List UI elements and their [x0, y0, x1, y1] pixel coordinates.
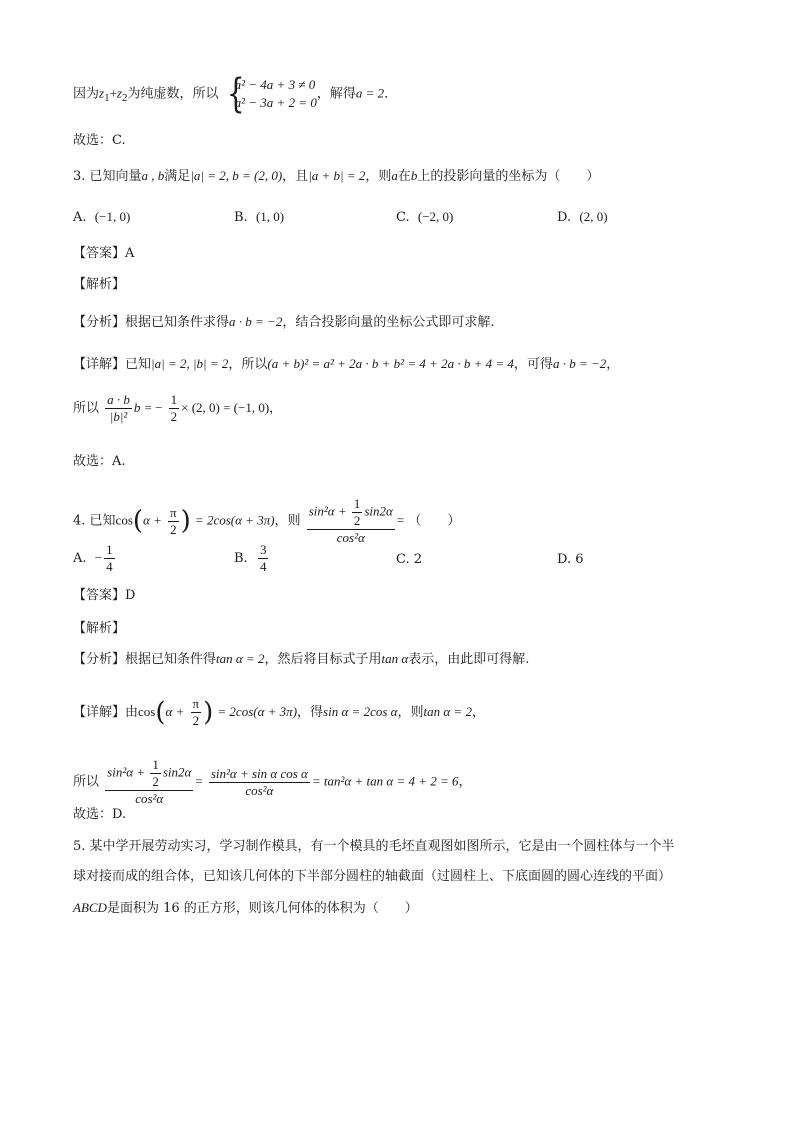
math-result: a = 2	[355, 85, 385, 101]
math: tan α = 2	[423, 704, 472, 719]
math-vectors: a , b	[141, 168, 165, 183]
math-condition-1: |a| = 2, b = (2, 0)	[190, 168, 283, 183]
math-cos: cos	[115, 512, 133, 528]
pi-over-2	[191, 696, 202, 729]
numerator: sin²α + sin α cos α	[210, 765, 308, 781]
text: ，解得	[316, 86, 356, 102]
denominator: 2	[353, 513, 361, 528]
option-value: (−2, 0)	[417, 209, 454, 224]
question-5-line-2: 球对接而成的组合体，已知该几何体的下半部分圆柱的轴截面（过圆柱上、下底面圆的圆心连线的平面）	[73, 869, 672, 884]
option-label: A.	[73, 210, 87, 225]
analysis-4	[73, 650, 529, 669]
question-4-stem	[73, 496, 460, 546]
denominator: cos²α	[135, 791, 164, 806]
option-value: (2, 0)	[579, 209, 608, 224]
option-value: (1, 0)	[255, 209, 285, 224]
tag: 【详解】	[73, 705, 126, 720]
subscript: 1	[104, 92, 110, 105]
option-c	[396, 208, 453, 227]
text: 满足	[164, 169, 191, 184]
option-fraction	[104, 542, 115, 575]
option-d	[557, 208, 608, 227]
question-3-stem	[73, 167, 599, 186]
text: ，然后将目标式子用	[264, 652, 382, 667]
detail-4-line-2	[73, 757, 472, 807]
tag: 【分析】	[73, 315, 126, 330]
option-a	[73, 208, 130, 227]
text: 所以	[73, 774, 100, 790]
text: 4. 已知	[73, 513, 116, 529]
text: 是面积为 16 的正方形，则该几何体的体积为（ ）	[106, 901, 418, 916]
math: α +	[143, 512, 162, 528]
math-z1: z	[99, 85, 105, 101]
numerator: a · b	[107, 392, 130, 407]
numerator: 1	[353, 496, 361, 511]
option-b	[234, 542, 270, 575]
text: 所以	[73, 401, 100, 416]
math-cos: cos	[138, 704, 156, 719]
math: = −	[144, 400, 163, 415]
equation-row-2: a² − 3a + 2 = 0	[234, 95, 317, 110]
detail-4-line-1	[73, 696, 485, 729]
math: sin²α +	[107, 764, 146, 780]
target-fraction	[307, 496, 395, 546]
detail-3-line-1	[73, 355, 619, 374]
second-fraction	[209, 766, 310, 799]
text: 在	[397, 169, 411, 184]
option-label: A.	[73, 551, 87, 566]
denominator: 4	[106, 559, 113, 574]
tag: 【详解】	[73, 357, 126, 372]
numerator: π	[192, 696, 200, 711]
half	[352, 496, 363, 529]
choose-c: 故选：C.	[73, 133, 126, 148]
subscript: 2	[121, 92, 128, 105]
text: ，	[458, 774, 472, 790]
option-c: C. 2	[396, 552, 423, 567]
math-plus: +	[109, 85, 117, 101]
text: ，则	[274, 513, 301, 529]
analysis-heading-4: 【解析】	[73, 621, 126, 636]
projection-fraction	[105, 392, 132, 425]
numerator	[105, 757, 193, 791]
math: a · b = −2	[552, 356, 607, 371]
numerator: 1	[152, 757, 159, 772]
math: tan α = 2	[216, 651, 265, 666]
math: =	[396, 512, 405, 528]
half	[150, 757, 161, 790]
text: 根据已知条件求得	[125, 315, 230, 330]
text: ，	[471, 705, 485, 720]
math: sin2α	[364, 503, 393, 519]
text: 为纯虚数，所以	[127, 86, 219, 102]
pi-over-2	[168, 505, 179, 538]
math-z2: z	[116, 85, 122, 101]
option-d: D. 6	[557, 552, 584, 567]
tag: 【分析】	[73, 652, 126, 667]
answer-4: 【答案】D	[73, 588, 136, 603]
text: 因为	[73, 86, 100, 102]
analysis-heading-3: 【解析】	[73, 277, 126, 292]
denominator: 2	[170, 409, 178, 424]
paren-left: (	[132, 506, 144, 536]
denominator: 2	[170, 521, 177, 537]
analysis-3	[73, 313, 494, 332]
math-b: b	[133, 400, 141, 415]
option-label: C.	[396, 210, 410, 225]
text: ，得	[297, 705, 324, 720]
math: = 2cos(α + 3π)	[194, 512, 275, 528]
math: sin2α	[162, 764, 192, 780]
text: ，则	[397, 705, 424, 720]
math: × (2, 0) = (−1, 0)	[181, 400, 270, 415]
text: 3. 已知向量	[73, 169, 142, 184]
denominator: 2	[192, 713, 200, 728]
half-fraction	[169, 392, 180, 425]
option-value: (−1, 0)	[94, 209, 131, 224]
text: ，则	[365, 169, 392, 184]
math-abcd: ABCD	[73, 900, 107, 915]
left-brace: {	[226, 71, 245, 117]
text: ．	[384, 86, 398, 102]
text: ，结合投影向量的坐标公式即可求解.	[282, 315, 495, 330]
option-b	[234, 208, 284, 227]
math-b: b	[410, 168, 418, 183]
math: sin²α +	[308, 503, 347, 519]
equation-row-1: a² − 4a + 3 ≠ 0	[234, 77, 316, 92]
math: |a| = 2, |b| = 2	[151, 356, 229, 371]
text: （ ）	[408, 513, 461, 529]
paren-right: )	[203, 697, 214, 728]
text: 由	[125, 705, 139, 720]
math: = 2cos(α + 3π)	[217, 704, 298, 719]
text: 已知	[125, 357, 152, 372]
math: −	[94, 550, 103, 565]
detail-3-line-2	[73, 392, 282, 425]
target-fraction	[105, 757, 193, 807]
text: 表示，由此即可得解.	[408, 652, 530, 667]
text: 上的投影向量的坐标为（ ）	[417, 169, 600, 184]
text: ，	[606, 357, 620, 372]
numerator: 1	[170, 392, 178, 407]
option-a	[73, 542, 117, 575]
option-label: B.	[234, 210, 248, 225]
question-5-line-3	[73, 899, 418, 918]
math: α +	[165, 704, 185, 719]
math: =	[195, 773, 203, 789]
denominator: 2	[152, 774, 159, 789]
equation-system	[223, 71, 317, 117]
text: ，且	[282, 169, 309, 184]
math: tan α	[381, 651, 409, 666]
numerator: 1	[106, 542, 113, 557]
text: ，可得	[513, 357, 553, 372]
text: ，	[269, 401, 283, 416]
numerator: 3	[259, 542, 267, 557]
math: = tan²α + tan α = 4 + 2 = 6	[311, 773, 459, 789]
text: 根据已知条件得	[125, 652, 217, 667]
denominator: |b|²	[109, 409, 128, 424]
numerator: π	[170, 504, 177, 520]
answer-3: 【答案】A	[73, 246, 135, 261]
denominator: cos²α	[245, 782, 274, 798]
denominator: cos²α	[336, 530, 365, 545]
text: ，所以	[228, 357, 268, 372]
choose-a: 故选：A.	[73, 454, 126, 469]
option-label: D.	[557, 210, 572, 225]
line-pure-imaginary	[73, 71, 398, 117]
math-a: a	[391, 168, 398, 183]
option-fraction	[258, 542, 269, 575]
paren-right: )	[180, 506, 191, 536]
numerator	[307, 496, 395, 530]
math: (a + b)² = a² + 2a · b + b² = 4 + 2a · b + 4 = 4	[267, 356, 514, 371]
question-5-line-1: 5. 某中学开展劳动实习，学习制作模具，有一个模具的毛坯直观图如图所示，它是由一个圆柱体与一个半	[73, 839, 675, 854]
paren-left: (	[155, 697, 166, 728]
math-condition-2: |a + b| = 2	[308, 168, 366, 183]
math: a · b = −2	[229, 314, 283, 329]
math: sin α = 2cos α	[323, 704, 398, 719]
choose-d: 故选：D.	[73, 807, 127, 822]
option-label: B.	[234, 551, 248, 566]
denominator: 4	[259, 559, 267, 574]
